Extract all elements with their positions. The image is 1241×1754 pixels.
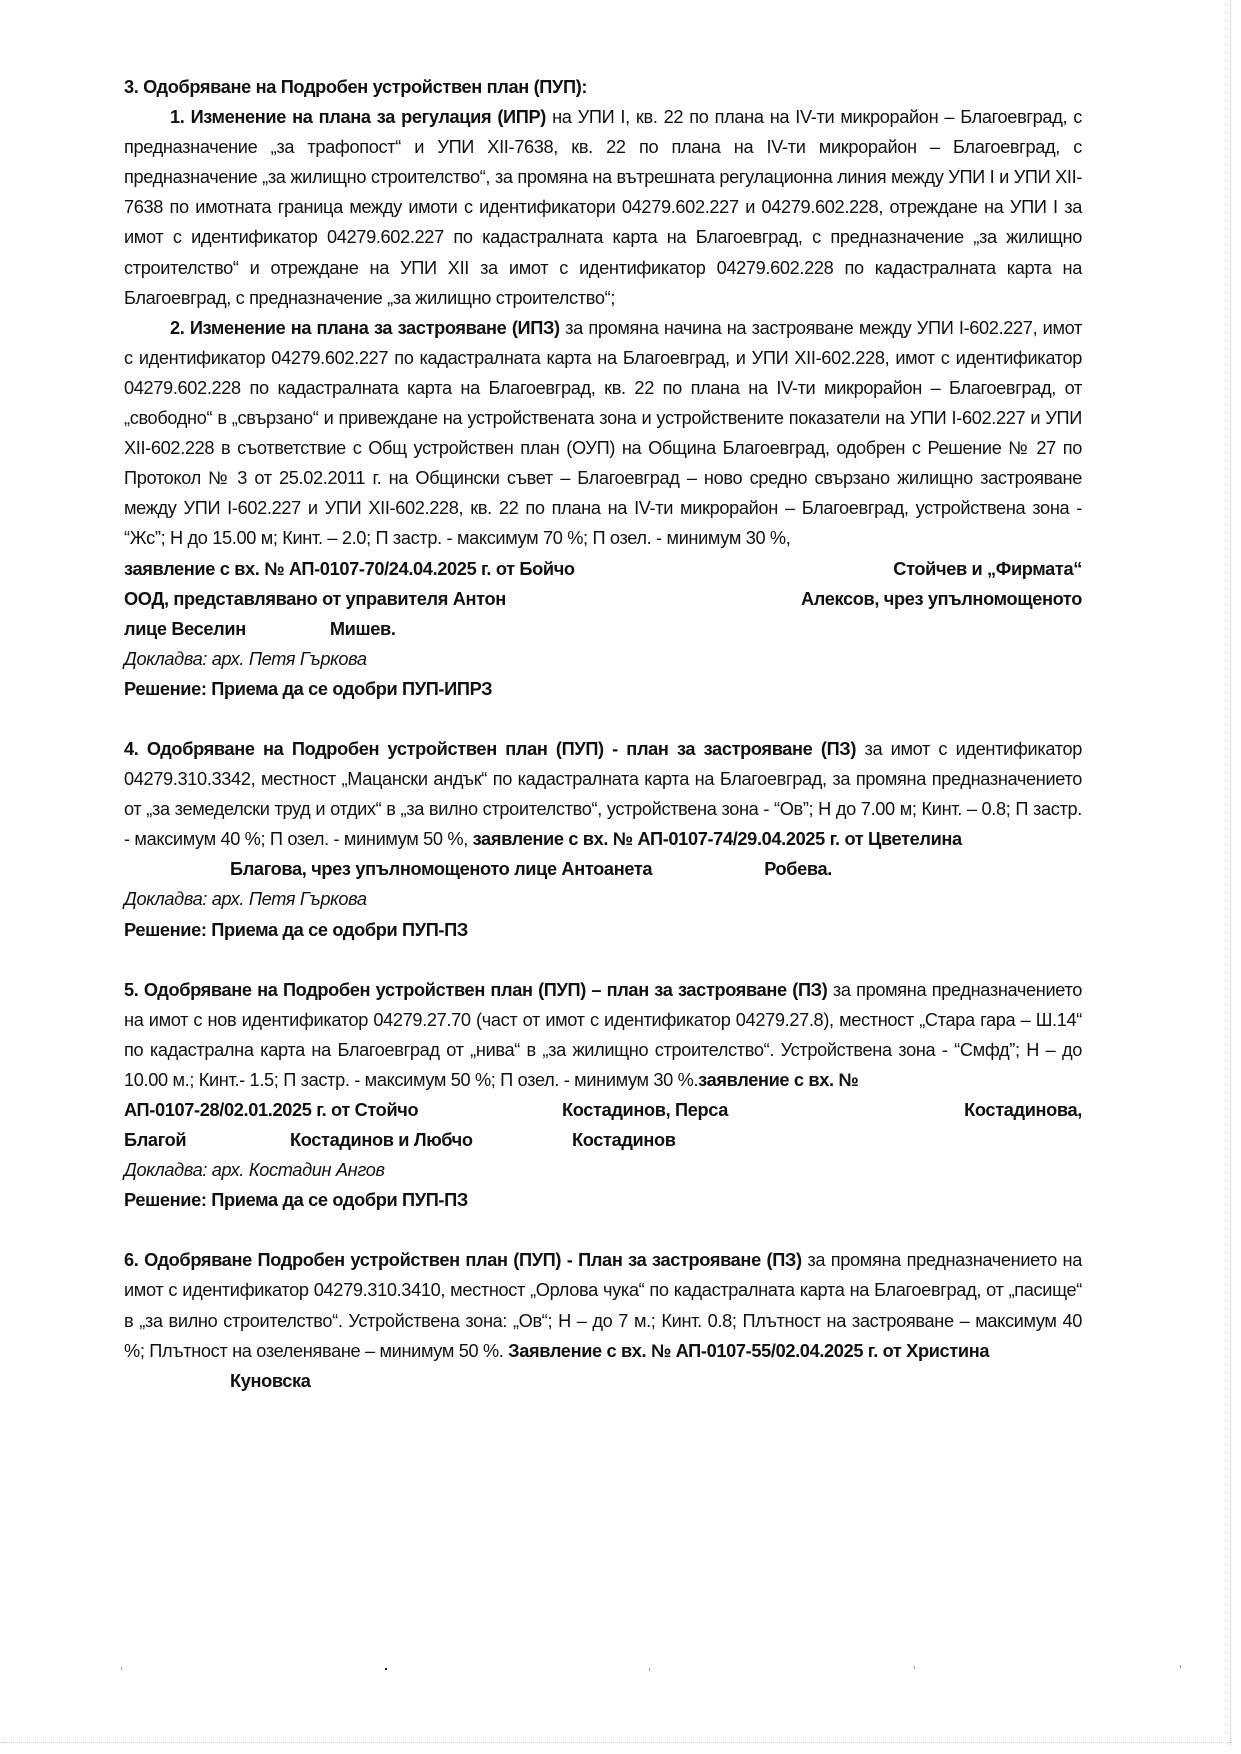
item-lead: 4. Одобряване на Подробен устройствен план (ПУП) - план за застрояване (ПЗ) — [124, 738, 857, 759]
decision-line: Решение: Приема да се одобри ПУП-ПЗ — [124, 1190, 468, 1211]
scan-speck — [385, 1668, 387, 1670]
sub-item-lead: 2. Изменение на плана за застрояване (ИПЗ) — [170, 317, 560, 338]
sub-item-1 — [124, 102, 1082, 313]
decision-line: Решение: Приема да се одобри ПУП-ПЗ — [124, 919, 468, 940]
scan-edge-right — [1230, 0, 1231, 1745]
application-line — [124, 1366, 1082, 1396]
sub-item-text: за промяна начина на застрояване между УПИ I-602.227, имот с идентификатор 04279.602.227 по кадастралната карта на Благоевград, и УПИ XII-602.228, имот с идентификатор 04279.602.228 по кадастралната карта на Благоевград, кв. 22 по плана на IV-ти микрорайон – Благоевград, от „свободно“ в „свързано“ и привеждане на устройствената зона и устройствените показатели на УПИ I-602.227 и УПИ XII-602.228 в съответствие с Общ устройствен план (ОУП) на Община Благоевград, одобрен с Решение № 27 по Протокол № 3 от 25.02.2011 г. на Общински съвет – Благоевград – ново средно свързано жилищно застрояване между УПИ I-602.227 и УПИ XII-602.228, кв. 22 по плана на IV-ти микрорайон – Благоевград, устройствена зона - “Жс”; Н до 15.00 м; Кинт. – 2.0; П застр. - максимум 70 %; П озел. - минимум 30 %, — [124, 317, 1082, 549]
document-body — [124, 72, 1082, 1396]
agenda-item-4 — [124, 734, 1082, 945]
application-text: заявление с вх. № — [698, 1069, 859, 1090]
application-text: лице Веселин — [124, 618, 246, 639]
application-line — [124, 854, 1082, 884]
agenda-item-5 — [124, 975, 1082, 1216]
application-text: Куновска — [230, 1370, 311, 1391]
application-line — [124, 1125, 1082, 1155]
sub-item-lead: 1. Изменение на плана за регулация (ИПР) — [170, 107, 546, 128]
agenda-item-6 — [124, 1245, 1082, 1395]
application-text: Заявление с вх. № АП-0107-55/02.04.2025 г. от Христина — [508, 1340, 990, 1361]
item-paragraph — [124, 975, 1082, 1095]
reporter-line: Докладва: арх. Петя Гъркова — [124, 648, 367, 669]
application-text: Костадинов и Любчо — [290, 1130, 473, 1151]
scan-speck — [1180, 1665, 1181, 1668]
application-text: Алексов, чрез упълномощеното — [801, 588, 1082, 609]
item-lead: 5. Одобряване на Подробен устройствен план (ПУП) – план за застрояване (ПЗ) — [124, 979, 828, 1000]
application-text: Мишев. — [329, 618, 396, 639]
item-paragraph — [124, 1245, 1082, 1365]
item-paragraph — [124, 734, 1082, 854]
application-text: Благой — [124, 1130, 187, 1151]
scan-speck — [121, 1667, 122, 1670]
application-text: Стойчев и „Фирмата“ — [893, 558, 1082, 579]
item-text: за промяна предназначението на имот с идентификатор 04279.310.3410, местност „Орлова чука“ по кадастралната карта на Благоевград, от „пасище“ в „за вилно строителство“. Устройствена зона: „Ов“; Н – до 7 м.; Кинт. 0.8; Плътност на застрояване – максимум 40 %; Плътност на озеленяване – минимум 50 %. — [124, 1250, 1082, 1361]
application-text: Костадинов, Перса — [562, 1100, 729, 1120]
sub-item-2 — [124, 313, 1082, 554]
application-block — [124, 554, 1082, 644]
application-text: Робева. — [764, 859, 832, 880]
item-lead: 6. Одобряване Подробен устройствен план (ПУП) - План за застрояване (ПЗ) — [124, 1250, 802, 1271]
section-gap — [124, 1215, 1082, 1245]
application-text: АП-0107-28/02.01.2025 г. от Стойчо — [124, 1100, 419, 1120]
application-text: заявление с вх. № АП-0107-74/29.04.2025 г. от Цветелина — [472, 829, 962, 850]
application-text: ООД, представлявано от управителя Антон — [124, 588, 506, 609]
scan-speck — [914, 1666, 915, 1669]
application-text: заявление с вх. № АП-0107-70/24.04.2025 г. от Бойчо — [124, 558, 575, 579]
reporter-line: Докладва: арх. Костадин Ангов — [124, 1160, 385, 1181]
scan-speck — [649, 1668, 650, 1671]
application-line — [124, 554, 1082, 584]
decision-line: Решение: Приема да се одобри ПУП-ИПРЗ — [124, 678, 493, 699]
scan-edge-bottom — [0, 1742, 1232, 1743]
section-gap — [124, 704, 1082, 734]
application-line — [124, 614, 1082, 644]
agenda-item-3 — [124, 72, 1082, 704]
item-text: за промяна предназначението на имот с нов идентификатор 04279.27.70 (част от имот с идентификатор 04279.27.8), местност „Стара гара – Ш.14“ по кадастрална карта на Благоевград от „нива“ в „за жилищно строителство“. Устройствена зона - “Смфд”; Н – до 10.00 м.; Кинт.- 1.5; П застр. - максимум 50 %; П озел. - минимум 30 %. — [124, 979, 1082, 1090]
sub-item-text: на УПИ I, кв. 22 по плана на IV-ти микрорайон – Благоевград, с предназначение „за трафопост“ и УПИ XII-7638, кв. 22 по плана на IV-ти микрорайон – Благоевград, с предназначение „за жилищно строителство“, за промяна на вътрешната регулационна линия между УПИ I и УПИ XII-7638 по имотната граница между имоти с идентификатори 04279.602.227 и 04279.602.228, отреждане на УПИ I за имот с идентификатор 04279.602.227 по кадастралната карта на Благоевград, с предназначение „за жилищно строителство“ и отреждане на УПИ XII за имот с идентификатор 04279.602.228 по кадастралната карта на Благоевград, с предназначение „за жилищно строителство“; — [124, 107, 1083, 308]
application-text: Костадинова, — [964, 1100, 1082, 1120]
section-heading: 3. Одобряване на Подробен устройствен план (ПУП): — [124, 77, 588, 97]
section-gap — [124, 945, 1082, 975]
reporter-line: Докладва: арх. Петя Гъркова — [124, 889, 367, 910]
item-text: за имот с идентификатор 04279.310.3342, местност „Мацански андък“ по кадастралната карта на Благоевград, за промяна предназначението от „за земеделски труд и отдих“ в „за вилно строителство“, устройствена зона - “Ов”; Н до 7.00 м; Кинт. – 0.8; П застр. - максимум 40 %; П озел. - минимум 50 %, — [124, 738, 1082, 850]
application-line — [124, 584, 1082, 614]
application-text: Костадинов — [572, 1130, 676, 1151]
application-text: Благова, чрез упълномощеното лице Антоанета — [230, 859, 653, 880]
application-line — [124, 1095, 1082, 1125]
application-block — [124, 1095, 1082, 1155]
